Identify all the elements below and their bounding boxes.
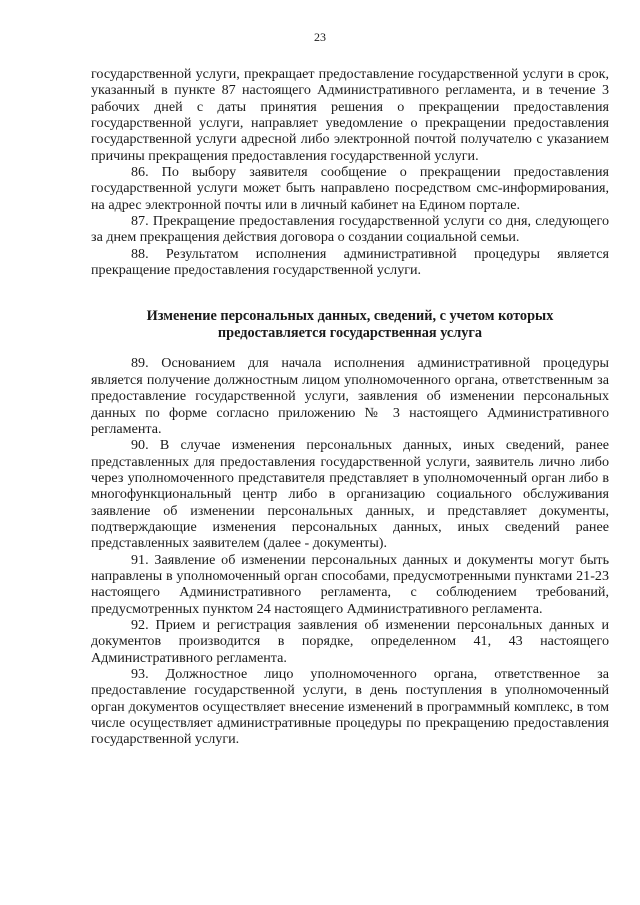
paragraph-87: 87. Прекращение предоставления государственной услуги со дня, следующего за днем прекращения действия договора о создании социальной семьи. [91, 213, 609, 246]
paragraph-89: 89. Основанием для начала исполнения административной процедуры является получение должностным лицом уполномоченного органа, ответственным за предоставление государственной услуги, заявления об изменении персональных данных по форме согласно приложению № 3 настоящего Административного регламента. [91, 355, 609, 437]
paragraph-88: 88. Результатом исполнения административной процедуры является прекращение предоставления государственной услуги. [91, 245, 609, 279]
paragraph-91: 91. Заявление об изменении персональных данных и документы могут быть направлены в уполномоченный орган способами, предусмотренными пунктами 21-23 настоящего Административного регламента, с соблюдением требований, предусмотренных пунктом 24 настоящего Административного регламента. [91, 551, 609, 617]
paragraph-93: 93. Должностное лицо уполномоченного органа, ответственное за предоставление государственной услуги, в день поступления в уполномоченный орган документов осуществляет внесение изменений в программный комплекс, в том числе осуществляет административные процедуры по прекращению предоставления государственной услуги. [91, 666, 609, 748]
paragraph-86: 86. По выбору заявителя сообщение о прекращении предоставления государственной услуги может быть направлено посредством смс-информирования, на адрес электронной почты или в личный кабинет на Едином портале. [91, 164, 609, 213]
paragraph-85-continued: государственной услуги, прекращает предоставление государственной услуги в срок, указанный в пункте 87 настоящего Административного регламента, и в течение 3 рабочих дней с даты принятия решения о прекращении предоставления государственной услуги, направляет уведомление о прекращении предоставления государственной услуги адресной либо электронной почтой получателю с указанием причины прекращения предоставления государственной услуги. [91, 66, 609, 164]
paragraph-90: 90. В случае изменения персональных данных, иных сведений, ранее представленных для предоставления государственной услуги, заявитель лично либо через уполномоченного представителя представляет в уполномоченный орган либо в многофункциональный центр либо в организацию социального обслуживания заявление об изменении персональных данных, и представляет документы, подтверждающие изменения персональных данных, иных сведений ранее представленных заявителем (далее - документы). [91, 437, 609, 552]
paragraph-92: 92. Прием и регистрация заявления об изменении персональных данных и документов производится в порядке, определенном 41, 43 настоящего Административного регламента. [91, 616, 609, 666]
section-heading: Изменение персональных данных, сведений, с учетом которых предоставляется государственная услуга [146, 308, 554, 341]
page-number: 23 [314, 30, 326, 44]
document-body [91, 66, 609, 748]
